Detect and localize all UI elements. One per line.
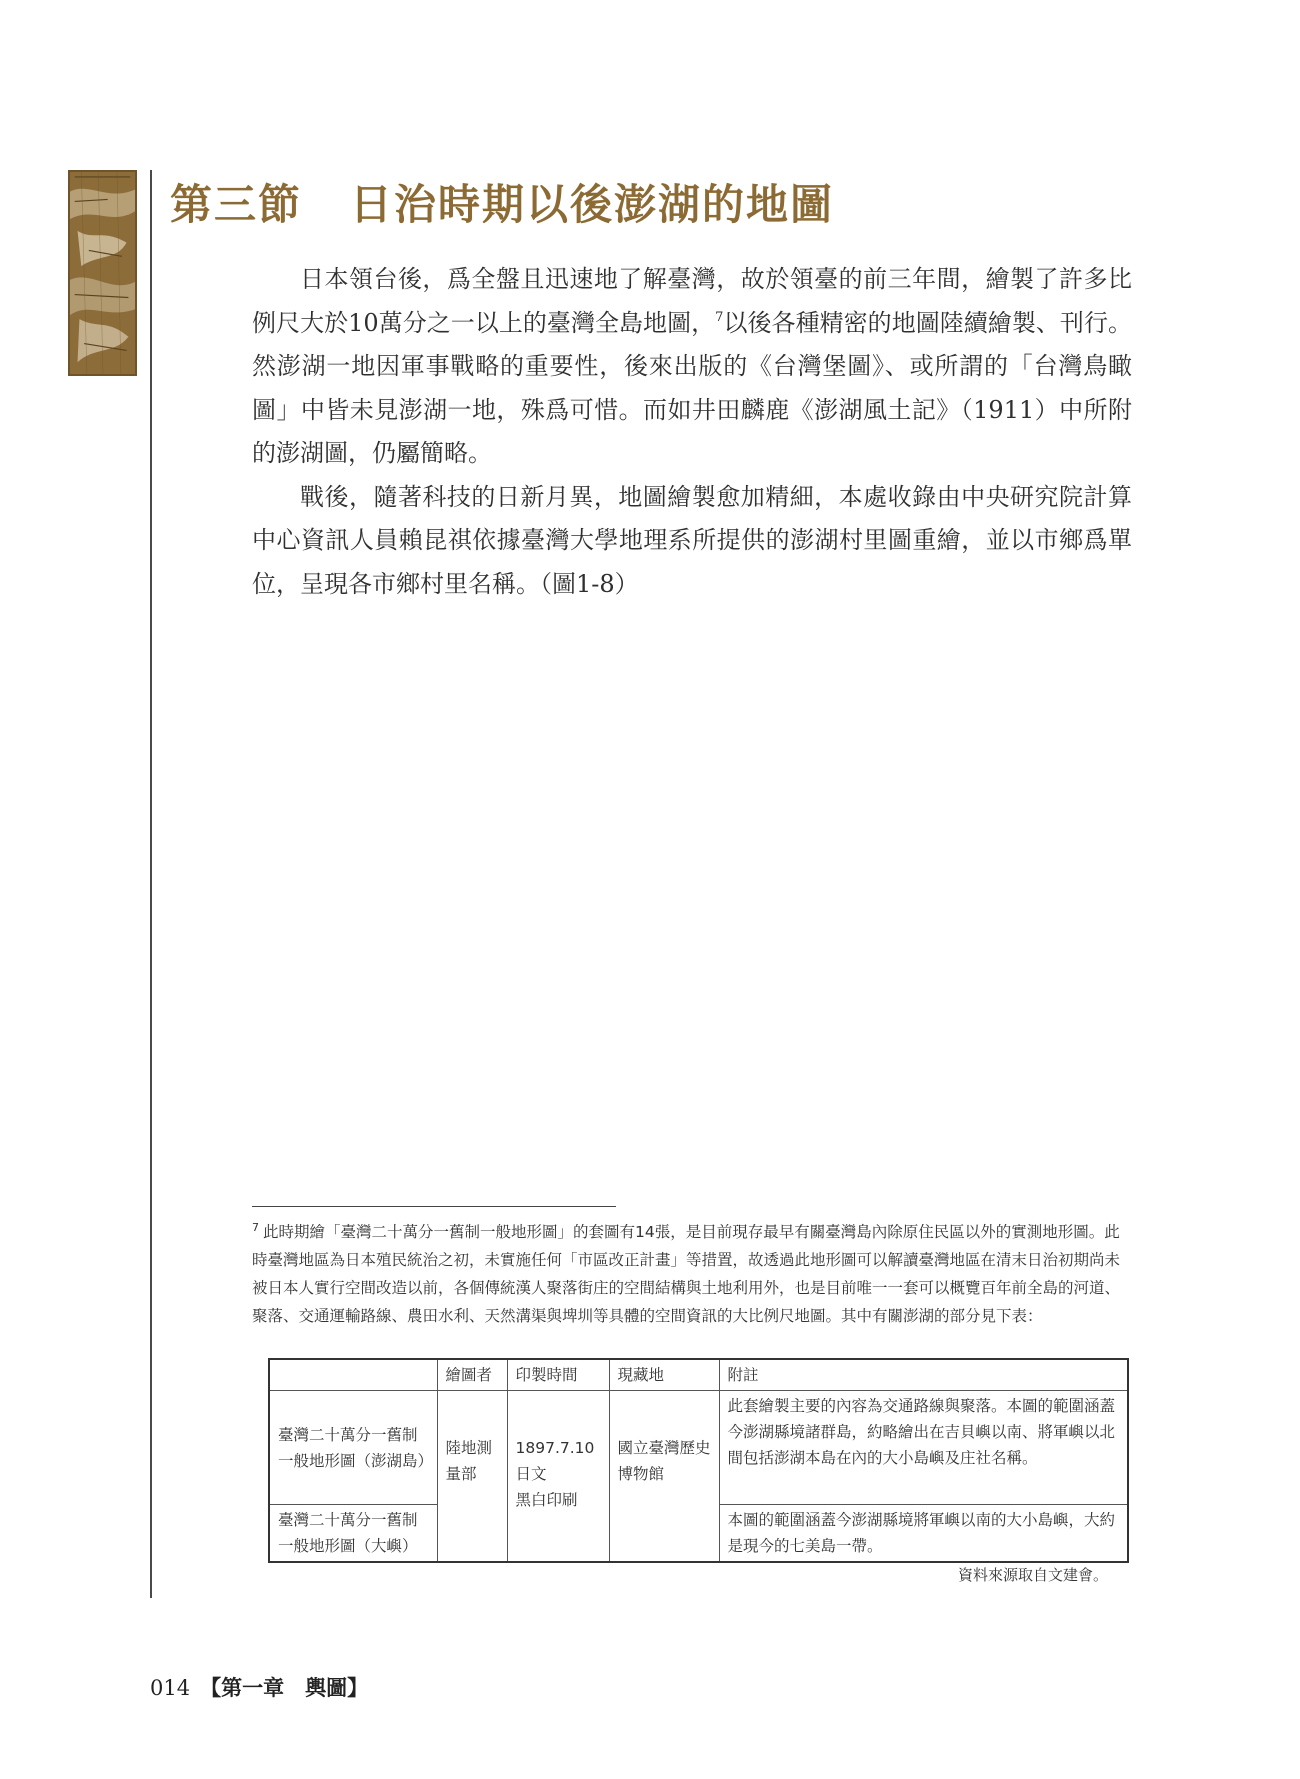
footnote-divider [252,1206,616,1207]
paragraph-2: 戰後，隨著科技的日新月異，地圖繪製愈加精細，本處收錄由中央研究院計算中心資訊人員賴昆祺依據臺灣大學地理系所提供的澎湖村里圖重繪，並以市鄉爲單位，呈現各市鄉村里名稱。（圖1-8） [252,482,1132,598]
page-footer [150,1672,368,1702]
table-header-row [269,1359,1128,1391]
table-row [269,1391,1128,1505]
table-cell-name: 臺灣二十萬分一舊制一般地形圖（澎湖島） [269,1391,437,1505]
footnote [252,1218,1130,1330]
table-cell-location: 國立臺灣歷史博物館 [609,1391,719,1563]
table-cell-date [507,1391,609,1563]
body-text [252,258,1132,606]
table-header-cell: 印製時間 [507,1359,609,1391]
table-header-cell [269,1359,437,1391]
footnote-text: 此時期繪「臺灣二十萬分一舊制一般地形圖」的套圖有14張，是目前現存最早有關臺灣島內除原住民區以外的實測地形圖。此時臺灣地區為日本殖民統治之初，未實施任何「市區改正計畫」等措置，故透過此地形圖可以解讀臺灣地區在清末日治初期尚未被日本人實行空間改造以前，各個傳統漢人聚落街庄的空間結構與土地利用外，也是目前唯一一套可以概覽百年前全島的河道、聚落、交通運輸路線、農田水利、天然溝渠與埤圳等具體的空間資訊的大比例尺地圖。其中有關澎湖的部分見下表： [252,1223,1121,1325]
section-heading [170,172,834,232]
chapter-label: 【第一章 輿圖】 [200,1675,369,1700]
paragraph-1 [252,258,1132,476]
section-title: 日治時期以後澎湖的地圖 [350,180,835,229]
margin-rule [150,170,152,1598]
decorative-map-ornament [68,170,137,376]
map-source-table [268,1358,1129,1563]
footnote-number: 7 [252,1221,259,1234]
print-type: 黑白印刷 [515,1491,578,1509]
table-header-cell: 繪圖者 [437,1359,507,1391]
print-date: 1897.7.10 [515,1439,595,1457]
table-cell-maker: 陸地測量部 [437,1391,507,1563]
table-cell-name: 臺灣二十萬分一舊制一般地形圖（大嶼） [269,1505,437,1563]
table-header-cell: 附註 [719,1359,1128,1391]
table-cell-note: 本圖的範圍涵蓋今澎湖縣境將軍嶼以南的大小島嶼，大約是現今的七美島一帶。 [719,1505,1128,1563]
table-cell-note: 此套繪製主要的內容為交通路線與聚落。本圖的範圍涵蓋今澎湖縣境諸群島，約略繪出在吉貝嶼以南、將軍嶼以北間包括澎湖本島在內的大小島嶼及庄社名稱。 [719,1391,1128,1505]
section-label: 第三節 [170,180,303,229]
paragraph-1-text-a: 日本領台後，爲全盤且迅速地了解臺灣，故於領臺的前三年間，繪製了許多比例尺大於10萬分之一以上的臺灣全島地圖， [252,265,1132,337]
table-header-cell: 現藏地 [609,1359,719,1391]
paragraph-1-text-b: 以後各種精密的地圖陸續繪製、刊行。然澎湖一地因軍事戰略的重要性，後來出版的《台灣堡圖》、或所謂的「台灣鳥瞰圖」中皆未見澎湖一地，殊爲可惜。而如井田麟鹿《澎湖風土記》（1911）中所附的澎湖圖，仍屬簡略。 [252,308,1132,467]
print-language: 日文 [515,1465,547,1483]
source-credit: 資料來源取自文建會。 [958,1566,1109,1584]
footnote-ref-7[interactable]: 7 [715,309,724,325]
footnote-body [252,1218,1130,1330]
ornament-engraving [70,172,135,374]
page-number: 014 [150,1676,191,1700]
